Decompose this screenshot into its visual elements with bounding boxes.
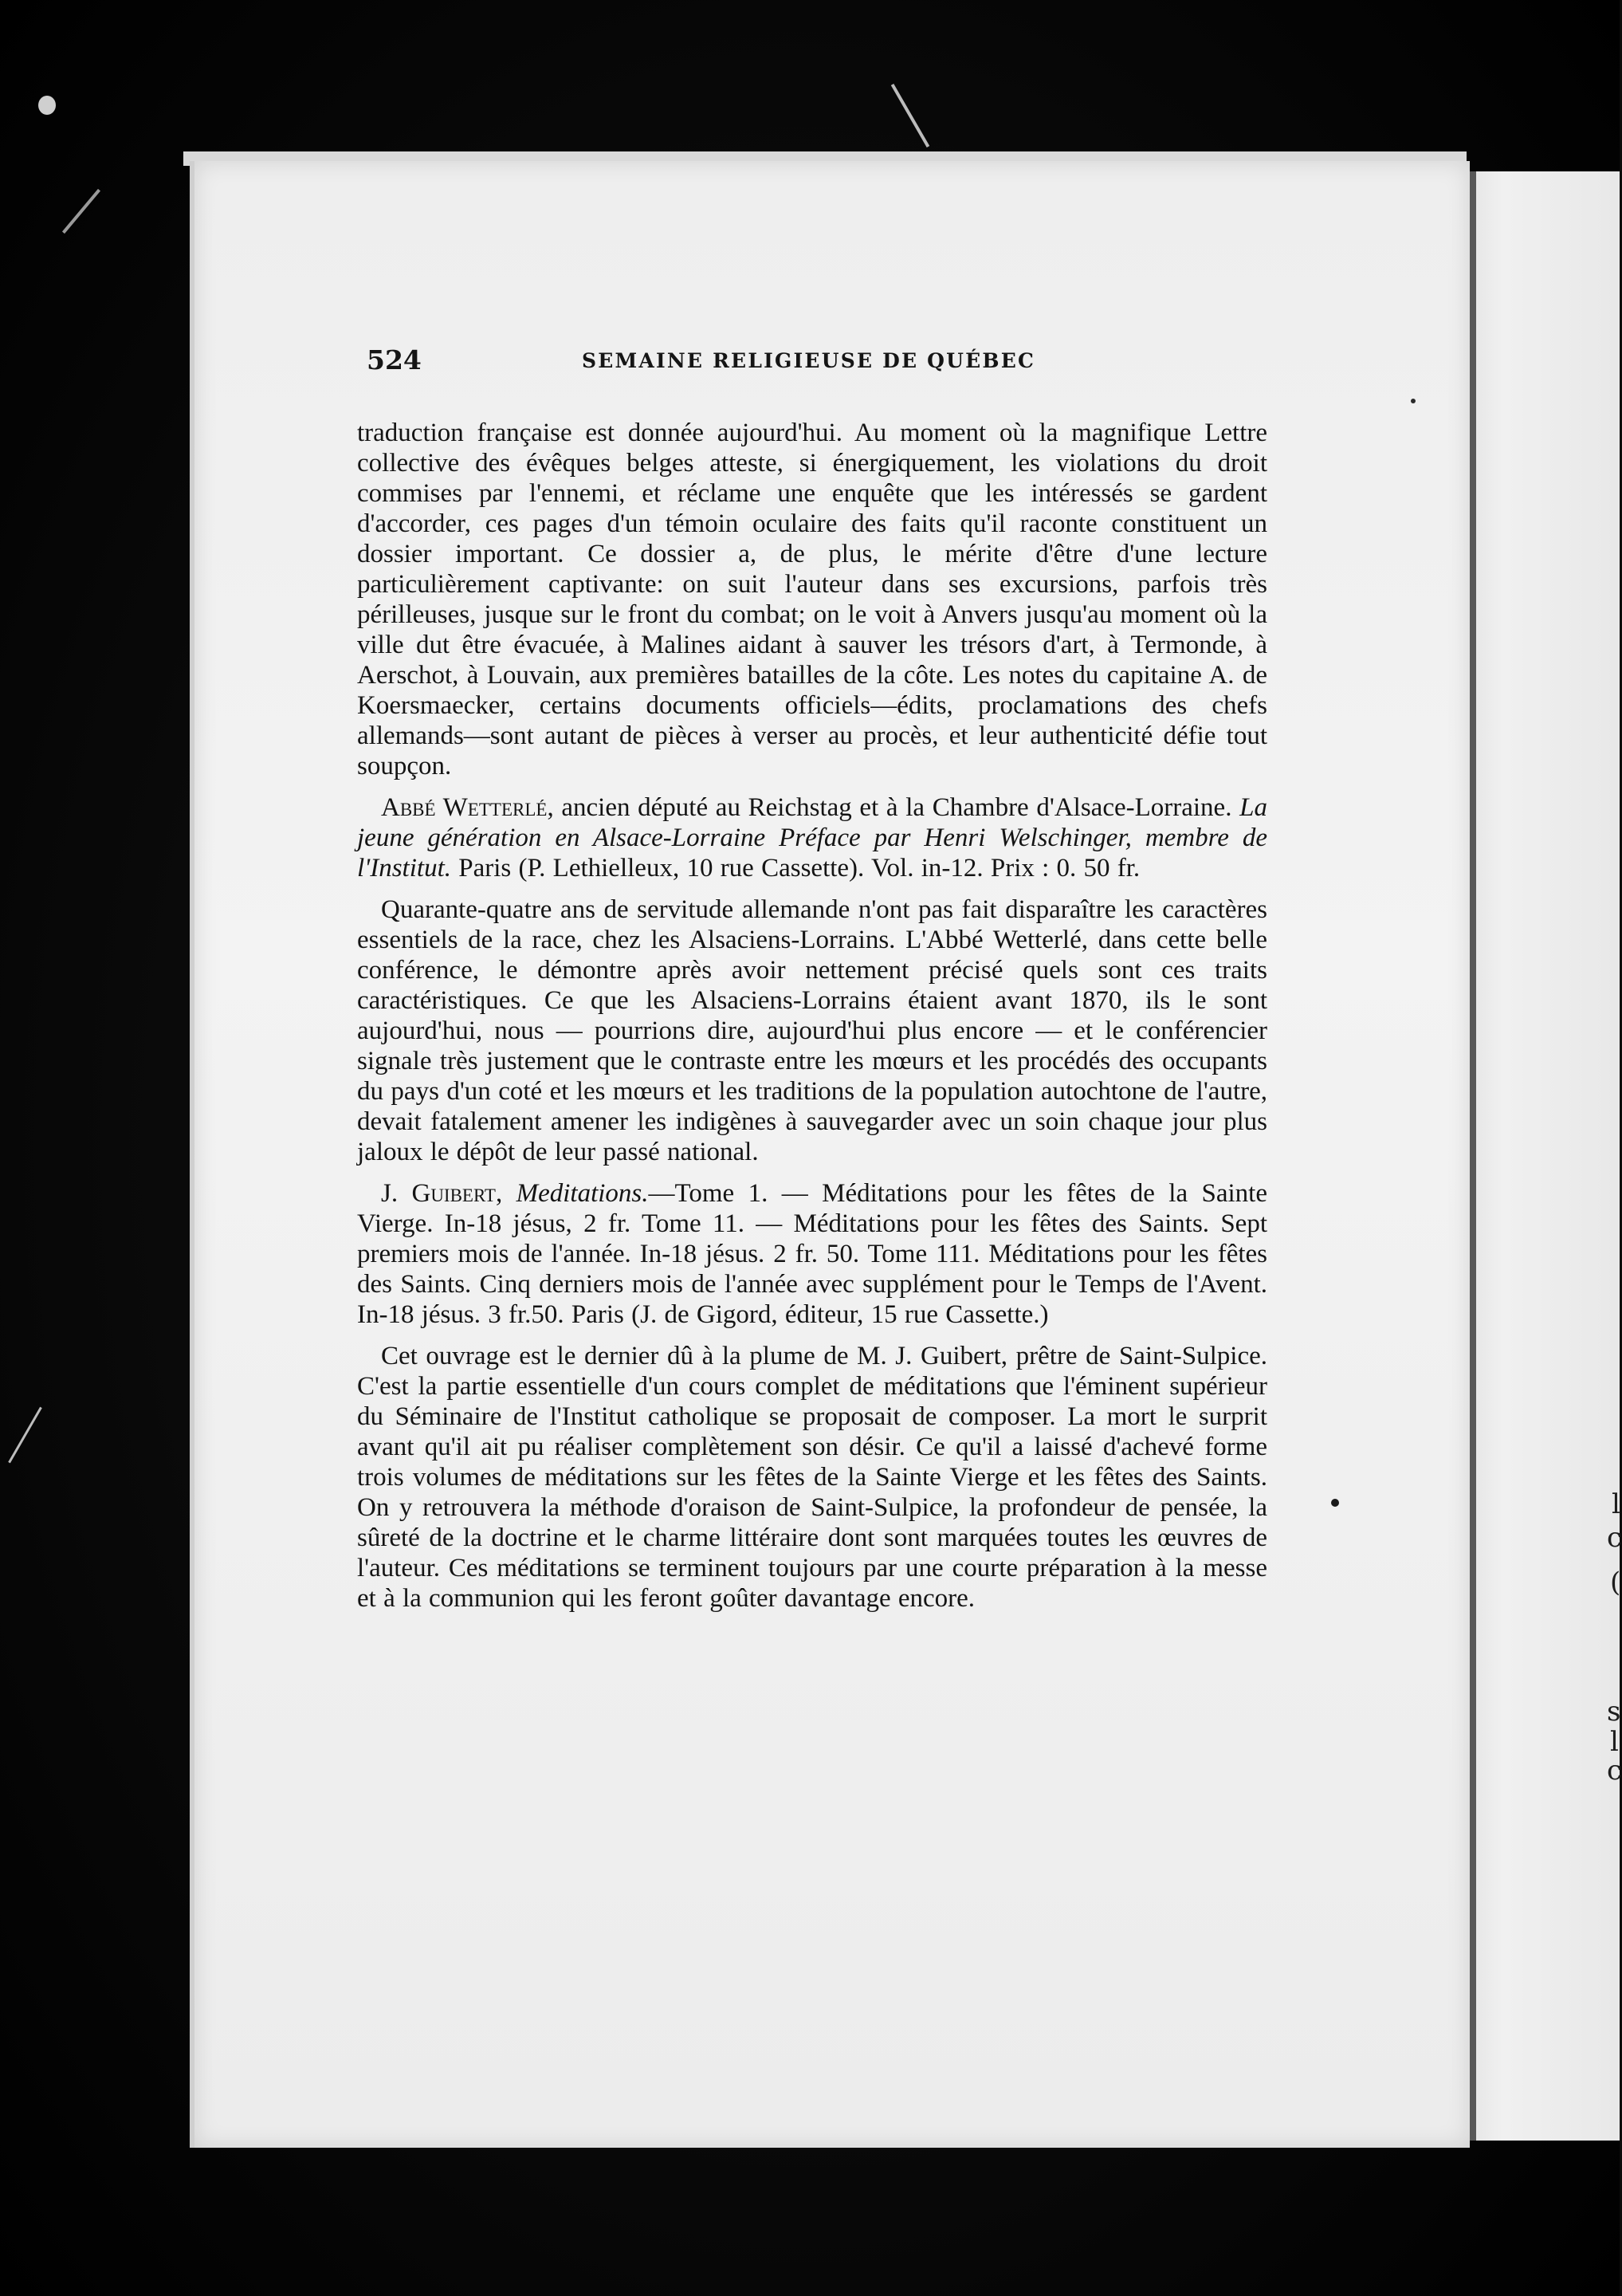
adjacent-page-glyph: l — [1612, 1488, 1620, 1520]
adjacent-page-glyph: s — [1607, 1696, 1621, 1728]
paragraph-continuation: traduction française est donnée aujourd'hui. Au moment où la magnifique Lettre collective des évêques belges atteste, si énergiquement, les violations du droit commises par l'ennemi, et réclame une enquête que les intéressés se gardent d'accorder, ces pages d'un témoin oculaire des faits qu'il raconte constituent un dossier important. Ce dossier a, de plus, le mérite d'être d'une lecture particulièrement captivante: on suit l'auteur dans ses excursions, parfois très périlleuses, jusque sur le front du combat; on le voit à Anvers jusqu'au moment où la ville dut être évacuée, à Malines aidant à sauver les trésors d'art, à Termonde, à Aerschot, à Louvain, aux premières batailles de la côte. Les notes du capitaine A. de Koersmaecker, certains documents officiels—édits, proclamations des chefs allemands—sont autant de pièces à verser au procès, et leur authenticité défie tout soupçon. — [357, 419, 1267, 780]
adjacent-page-glyph: c — [1607, 1522, 1622, 1554]
entry-author: Abbé Wetterlé — [381, 793, 548, 822]
bibliographic-entry-guibert: J. Guibert, Meditations.—Tome 1. — Méditations pour les fêtes de la Sainte Vierge. In-18 jésus, 2 fr. Tome 11. — Méditations pour les fêtes des Saints. Sept premiers mois de l'année. In-18 jésus. 2 fr. 50. Tome 111. Méditations pour les fêtes des Saints. Cinq derniers mois de l'année avec supplément pour le Temps de l'Avent. In-18 jésus. 3 fr.50. Paris (J. de Gigord, éditeur, 15 rue Cassette.) — [357, 1179, 1267, 1329]
entry-author: Guibert — [411, 1179, 496, 1208]
review-paragraph-guibert: Cet ouvrage est le dernier dû à la plume de M. J. Guibert, prêtre de Saint-Sulpice. C'est la partie essentielle d'un cours complet de méditations que l'éminent supérieur du Séminaire de l'Institut catholique se proposait de composer. La mort le surprit avant qu'il ait pu réaliser complètement son désir. Ce qu'il a laissé d'achevé forme trois volumes de méditations sur les fêtes de la Sainte Vierge et les fêtes des Saints. On y retrouvera la méthode d'oraison de Saint-Sulpice, la profondeur de pensée, la sûreté de la doctrine et le charme littéraire dont sont marquées toutes les œuvres de l'auteur. Ces méditations se terminent toujours par une courte préparation à la messe et à la communion qui les feront goûter davantage encore. — [357, 1342, 1267, 1613]
scan-speck — [38, 96, 56, 115]
page-speck — [1331, 1499, 1339, 1507]
entry-publication-details: —Tome 1. — Méditations pour les fêtes de la Sainte Vierge. In-18 jésus, 2 fr. Tome 11. — Méditations pour les fêtes des Saints. Sept premiers mois de l'année. In-18 jésus. 2 fr. 50. Tome 111. Méditations pour les fêtes des Saints. Cinq derniers mois de l'année avec supplément pour le Temps de l'Avent. In-18 jésus. 3 fr.50. Paris (J. de Gigord, éditeur, 15 rue Cassette.) — [357, 1179, 1267, 1329]
entry-title: Meditations. — [516, 1179, 649, 1208]
review-paragraph-wetterle: Quarante-quatre ans de servitude allemande n'ont pas fait disparaître les caractères essentiels de la race, chez les Alsaciens-Lorrains. L'Abbé Wetterlé, dans cette belle conférence, le démontre après avoir nettement précisé quels sont ces traits caractéristiques. Ce que les Alsaciens-Lorrains étaient avant 1870, ils le sont aujourd'hui, nous — pourrions dire, aujourd'hui plus encore — et le conférencier signale très justement que le contraste entre les mœurs et les procédés des occupants du pays d'un coté et les mœurs et les traditions de la population autochtone de l'autre, devait fatalement amener les indigènes à sauvegarder avec un soin chaque jour plus jaloux le dépôt de leur passé national. — [357, 895, 1267, 1166]
adjacent-page-glyph: c — [1607, 1755, 1622, 1787]
page-number: 524 — [367, 344, 422, 375]
scan-scratch — [62, 189, 100, 234]
running-head: SEMAINE RELIGIEUSE DE QUÉBEC — [582, 349, 1036, 372]
entry-author-description: , ancien député au Reichstag et à la Chambre d'Alsace-Lorraine. — [547, 793, 1240, 822]
page-body — [357, 418, 1267, 1614]
scan-scratch — [8, 1407, 42, 1464]
adjacent-page-glyph: l — [1610, 1726, 1619, 1758]
adjacent-page — [1452, 171, 1620, 2141]
entry-publication-details: Paris (P. Lethielleux, 10 rue Cassette). Vol. in-12. Prix : 0. 50 fr. — [450, 854, 1141, 883]
scan-scratch — [891, 84, 929, 147]
page-speck — [1411, 399, 1416, 403]
bibliographic-entry-wetterle — [357, 792, 1267, 883]
entry-title: La jeune génération en Alsace-Lorraine Préface par Henri Welschinger, membre de l'Institut. — [357, 793, 1267, 883]
adjacent-page-glyph: ( — [1610, 1567, 1621, 1598]
entry-author-initial: J. — [381, 1179, 412, 1208]
page-header — [367, 344, 1259, 392]
